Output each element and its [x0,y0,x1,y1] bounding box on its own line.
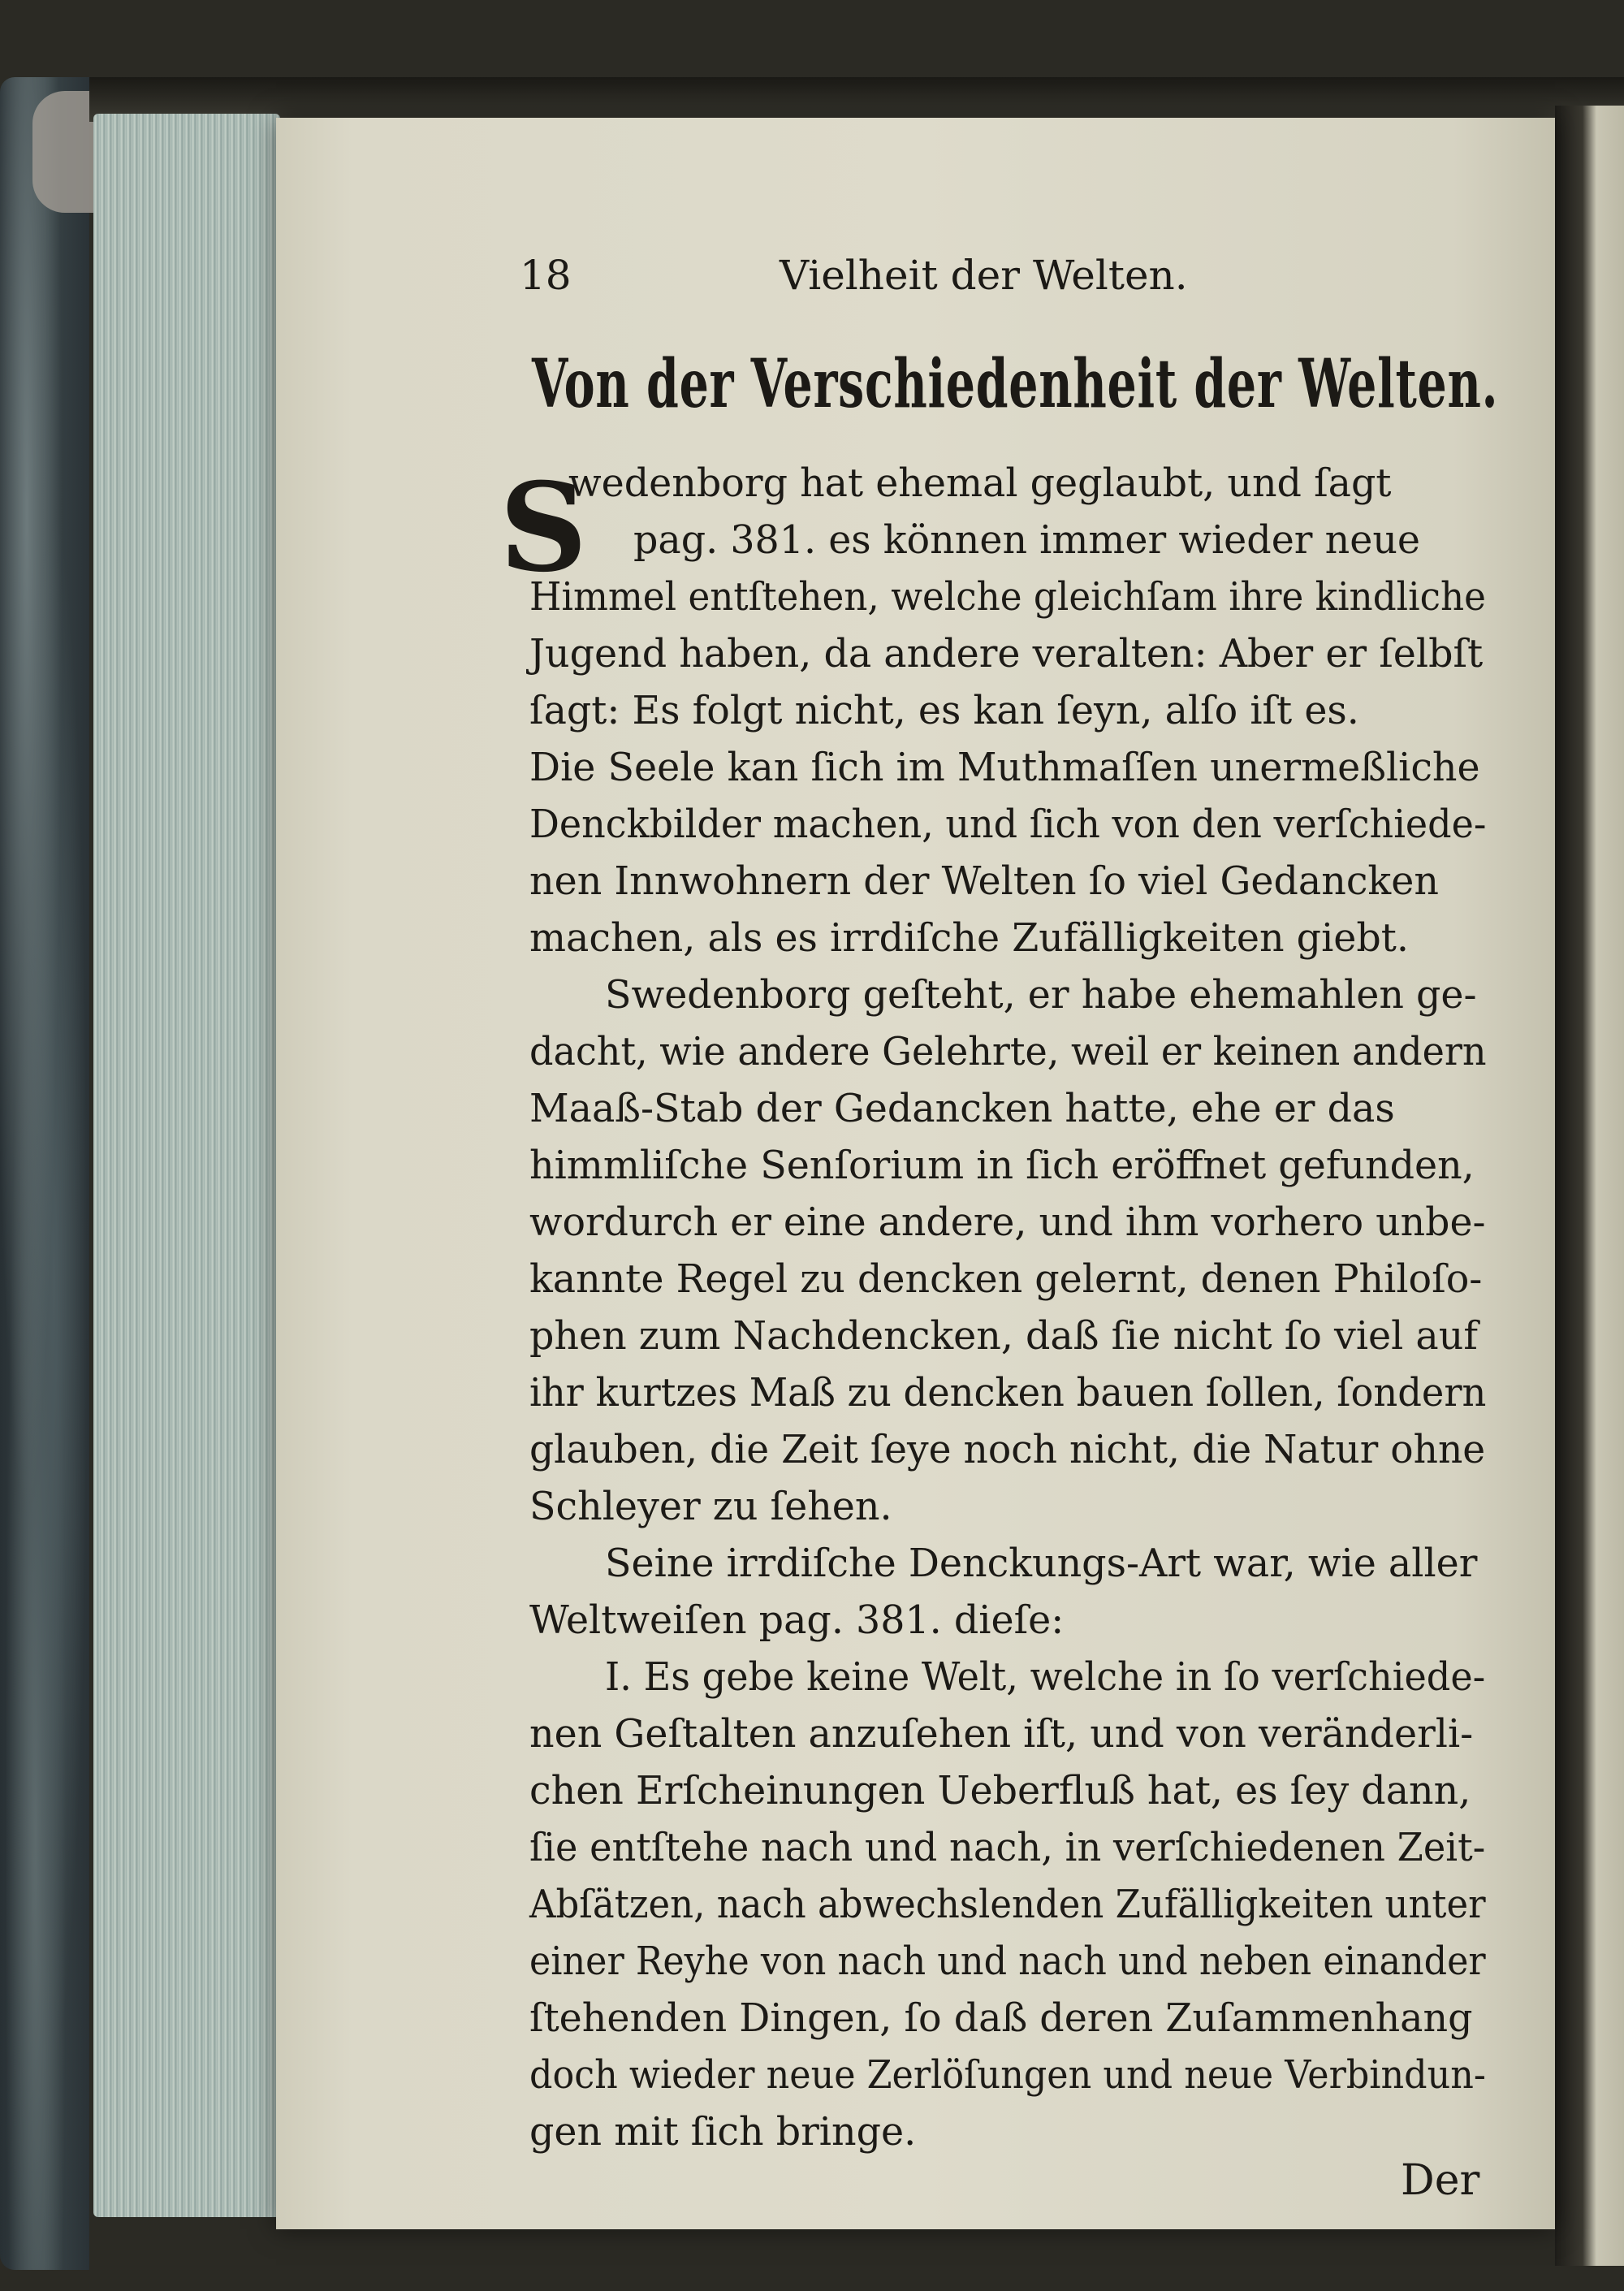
chapter-heading: Von der Verschiedenheit der Welten. [532,345,1499,423]
text-line: ſagt: Es folgt nicht, es kan ſeyn, alſo iſt es. [529,689,1359,733]
text-line: Maaß-Stab der Gedancken hatte, ehe er das [529,1087,1395,1131]
running-title: Vielheit der Welten. [780,252,1188,299]
drop-cap: S [499,456,588,599]
text-line: Swedenborg geſteht, er habe ehemahlen ge- [605,973,1477,1018]
text-line: chen Erſcheinungen Ueberfluß hat, es ſey dann, [529,1769,1471,1813]
text-line: Seine irrdiſche Denckungs-Art war, wie aller [605,1541,1478,1586]
text-line: Weltweiſen pag. 381. dieſe: [529,1598,1065,1643]
text-line: phen zum Nachdencken, daß ſie nicht ſo viel auf [529,1314,1478,1359]
text-line: wedenborg hat ehemal geglaubt, und ſagt [568,461,1392,506]
book-cover [0,77,89,2270]
text-line: doch wieder neue Zerlöſungen und neue Verbindun- [529,2053,1486,2098]
text-line: einer Reyhe von nach und nach und neben einander [529,1939,1486,1984]
page-number: 18 [520,252,572,299]
book-top-shadow [89,77,1624,122]
catchword: Der [1401,2156,1480,2205]
text-line: kannte Regel zu dencken gelernt, denen Philoſo- [529,1257,1483,1302]
text-line: wordurch er eine andere, und ihm vorhero unbe- [529,1200,1486,1245]
text-line: nen Geſtalten anzuſehen iſt, und von veränderli- [529,1712,1474,1757]
text-line: Himmel entſtehen, welche gleichſam ihre kindliche [529,575,1486,620]
page-edges [93,114,280,2217]
text-line: pag. 381. es können immer wieder neue [633,518,1421,563]
text-line: Die Seele kan ſich im Muthmaſſen unermeßliche [529,746,1480,790]
text-line: Abſätzen, nach abwechslenden Zufälligkeiten unter [529,1883,1486,1927]
text-line: I. Es gebe keine Welt, welche in ſo verſchiede- [605,1655,1486,1700]
text-line: ihr kurtzes Maß zu dencken bauen ſollen, ſondern [529,1371,1487,1416]
text-line: Jugend haben, da andere veralten: Aber er ſelbſt [529,632,1484,676]
text-line: ſie entſtehe nach und nach, in verſchiedenen Zeit- [529,1826,1486,1870]
text-line: gen mit ſich bringe. [529,2110,917,2155]
text-line: glauben, die Zeit ſeye noch nicht, die Natur ohne [529,1428,1486,1472]
facing-page-gutter [1555,106,1624,2266]
text-line: dacht, wie andere Gelehrte, weil er keinen andern [529,1030,1487,1074]
text-line: Schleyer zu ſehen. [529,1485,892,1529]
text-line: himmliſche Senſorium in ſich eröffnet gefunden, [529,1143,1475,1188]
text-line: ſtehenden Dingen, ſo daß deren Zuſammenhang [529,1996,1473,2041]
text-line: nen Innwohnern der Welten ſo viel Gedancken [529,859,1439,904]
text-line: Denckbilder machen, und ſich von den verſchiede- [529,802,1487,847]
text-line: machen, als es irrdiſche Zufälligkeiten giebt. [529,916,1409,961]
